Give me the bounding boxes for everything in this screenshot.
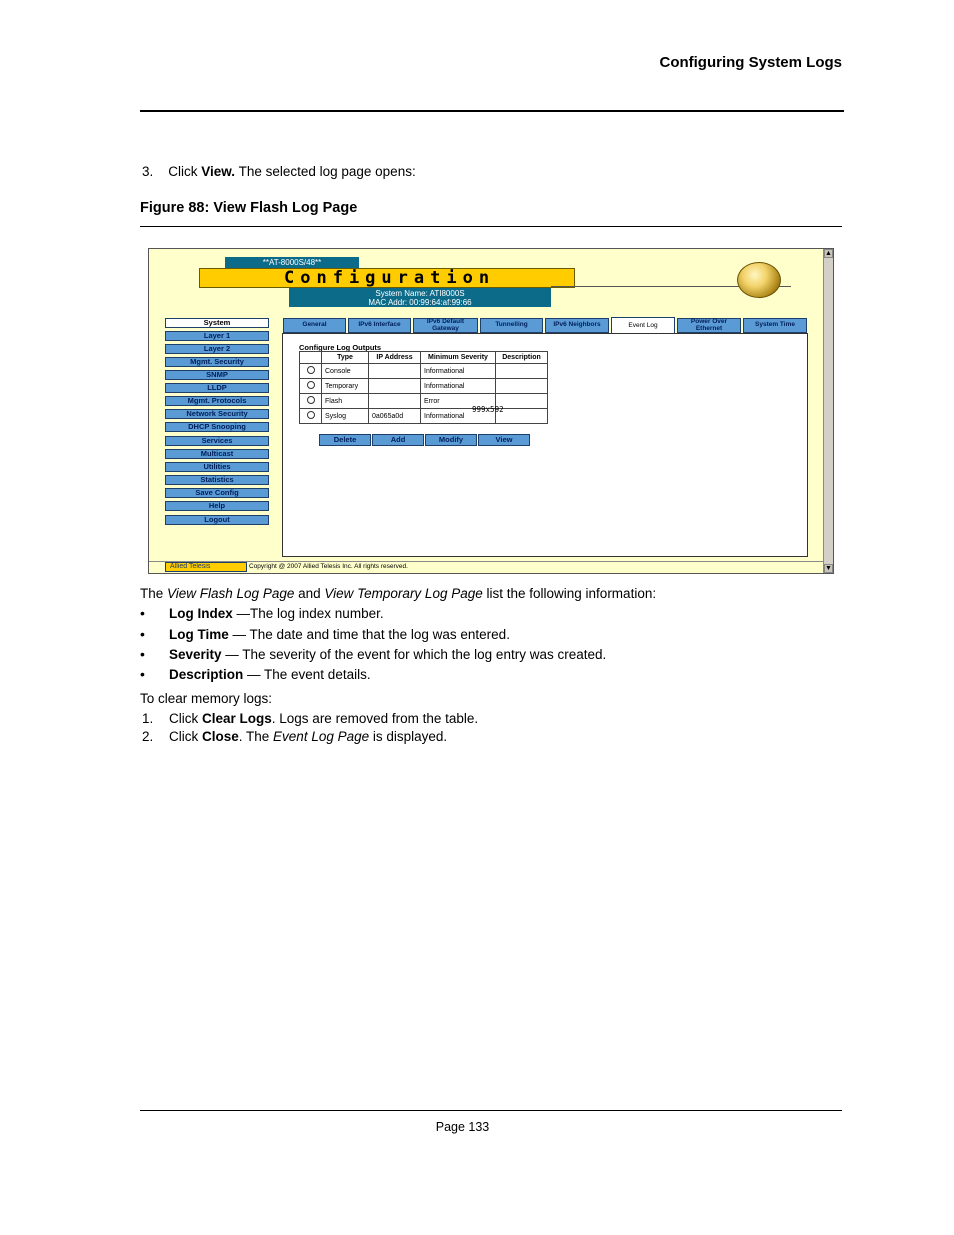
text: Click: [169, 711, 202, 726]
allied-telesis-logo: Allied Telesis: [165, 562, 247, 572]
column-header: IP Address: [369, 352, 421, 364]
view-button[interactable]: View: [478, 434, 530, 446]
running-header: Configuring System Logs: [659, 54, 842, 71]
select-column-header: [300, 352, 322, 364]
step-text: Click: [168, 164, 202, 179]
italic-term: View Flash Log Page: [167, 586, 295, 601]
text: Click: [169, 729, 202, 744]
cell-severity: Informational: [421, 379, 496, 394]
page-number: Page 133: [435, 1120, 490, 1134]
cell-description: [496, 379, 548, 394]
tab-power-over-ethernet[interactable]: Power Over Ethernet: [677, 318, 741, 333]
list-item: [169, 647, 606, 662]
table-row: [300, 379, 548, 394]
nav-layer-1[interactable]: Layer 1: [165, 331, 269, 341]
bullet-icon: •: [140, 626, 145, 642]
step-bold: View.: [201, 164, 236, 179]
row-select-radio[interactable]: [307, 396, 315, 404]
scroll-down-arrow-icon[interactable]: ▼: [825, 565, 832, 572]
clear-logs-intro: To clear memory logs:: [140, 691, 273, 706]
tab-general[interactable]: General: [283, 318, 346, 333]
nav-layer-2[interactable]: Layer 2: [165, 344, 269, 354]
table-row: [300, 409, 548, 424]
globe-logo-icon: [737, 262, 781, 298]
mac-address: MAC Addr: 00:99:64:af:99:66: [368, 298, 472, 307]
dimension-annotation: 999x592: [472, 405, 504, 414]
text: and: [294, 586, 325, 601]
section-label: Configure Log Outputs: [299, 343, 382, 352]
add-button[interactable]: Add: [372, 434, 424, 446]
nav-network-security[interactable]: Network Security: [165, 409, 269, 419]
text: The: [140, 586, 168, 601]
cell-severity: Error: [421, 394, 496, 409]
nav-multicast[interactable]: Multicast: [165, 449, 269, 459]
table-row: [300, 394, 548, 409]
italic-term: Event Log Page: [273, 729, 370, 744]
tab-tunnelling[interactable]: Tunnelling: [480, 318, 543, 333]
cell-ip: 0a065a0d: [369, 409, 421, 424]
cell-ip: [369, 364, 421, 379]
table-header-row: [300, 352, 548, 364]
step-bold: Clear Logs: [202, 711, 272, 726]
term: Description: [169, 667, 244, 682]
text: is displayed.: [369, 729, 448, 744]
row-select-radio[interactable]: [307, 381, 315, 389]
footer-divider: [149, 561, 823, 562]
scroll-up-arrow-icon[interactable]: ▲: [825, 250, 832, 257]
nav-save-config[interactable]: Save Config: [165, 488, 269, 498]
list-item: [169, 606, 384, 621]
system-name: System Name: ATI8000S: [375, 289, 465, 298]
definition: — The severity of the event for which the log entry was created.: [221, 647, 607, 662]
row-select-radio[interactable]: [307, 411, 315, 419]
cell-severity: Informational: [421, 409, 496, 424]
modify-button[interactable]: Modify: [425, 434, 477, 446]
definition: —The log index number.: [232, 606, 384, 621]
table-row: [300, 364, 548, 379]
vertical-scrollbar[interactable]: [823, 249, 833, 573]
definition: — The date and time that the log was entered.: [228, 627, 510, 642]
bullet-icon: •: [140, 666, 145, 682]
step-number: 2.: [142, 729, 154, 744]
step-bold: Close: [202, 729, 239, 744]
tab-ipv6-interface[interactable]: IPv6 Interface: [348, 318, 411, 333]
figure-caption: Figure 88: View Flash Log Page: [140, 200, 358, 216]
term: Log Index: [169, 606, 233, 621]
cell-type: Syslog: [322, 409, 369, 424]
tab-event-log[interactable]: Event Log: [611, 317, 675, 334]
delete-button[interactable]: Delete: [319, 434, 371, 446]
step-text-after: The selected log page opens:: [235, 164, 416, 179]
nav-help[interactable]: Help: [165, 501, 269, 511]
nav-utilities[interactable]: Utilities: [165, 462, 269, 472]
nav-snmp[interactable]: SNMP: [165, 370, 269, 380]
row-select-radio[interactable]: [307, 366, 315, 374]
cell-type: Flash: [322, 394, 369, 409]
column-header: Minimum Severity: [421, 352, 496, 364]
tab-ipv6-neighbors[interactable]: IPv6 Neighbors: [545, 318, 609, 333]
flash-log-screenshot: [148, 248, 834, 574]
step-1: [169, 711, 478, 726]
figure-rule: [140, 226, 842, 227]
tab-system-time[interactable]: System Time: [743, 318, 807, 333]
nav-lldp[interactable]: LLDP: [165, 383, 269, 393]
nav-services[interactable]: Services: [165, 436, 269, 446]
step-number: 3.: [142, 164, 154, 179]
term: Log Time: [169, 627, 229, 642]
nav-statistics[interactable]: Statistics: [165, 475, 269, 485]
cell-severity: Informational: [421, 364, 496, 379]
system-info-box: [289, 288, 551, 307]
configuration-banner: Configuration: [199, 268, 575, 288]
text: . The: [238, 729, 274, 744]
tab-ipv6-default-gateway[interactable]: IPv6 Default Gateway: [413, 318, 478, 333]
text: . Logs are removed from the table.: [271, 711, 479, 726]
nav-dhcp-snooping[interactable]: DHCP Snooping: [165, 422, 269, 432]
copyright-text: Copyright @ 2007 Allied Telesis Inc. All rights reserved.: [249, 563, 408, 570]
column-header: Description: [496, 352, 548, 364]
nav-system[interactable]: System: [165, 318, 269, 328]
list-item: [169, 667, 371, 682]
nav-mgmt-protocols[interactable]: Mgmt. Protocols: [165, 396, 269, 406]
cell-type: Temporary: [322, 379, 369, 394]
cell-ip: [369, 394, 421, 409]
cell-type: Console: [322, 364, 369, 379]
nav-logout[interactable]: Logout: [165, 515, 269, 525]
header-rule: [140, 110, 844, 112]
definition: — The event details.: [243, 667, 371, 682]
cell-ip: [369, 379, 421, 394]
italic-term: View Temporary Log Page: [324, 586, 483, 601]
device-model-bar: **AT-8000S/48**: [225, 257, 359, 268]
step-2: [169, 729, 447, 744]
log-outputs-table: [299, 351, 548, 424]
step-number: 1.: [142, 711, 154, 726]
nav-mgmt-security[interactable]: Mgmt. Security: [165, 357, 269, 367]
list-item: [169, 627, 510, 642]
term: Severity: [169, 647, 222, 662]
cell-description: [496, 364, 548, 379]
column-header: Type: [322, 352, 369, 364]
step-3: [142, 164, 416, 179]
intro-paragraph: [140, 586, 656, 601]
bullet-icon: •: [140, 605, 145, 621]
bullet-icon: •: [140, 646, 145, 662]
text: list the following information:: [482, 586, 657, 601]
footer-rule: [140, 1110, 842, 1111]
